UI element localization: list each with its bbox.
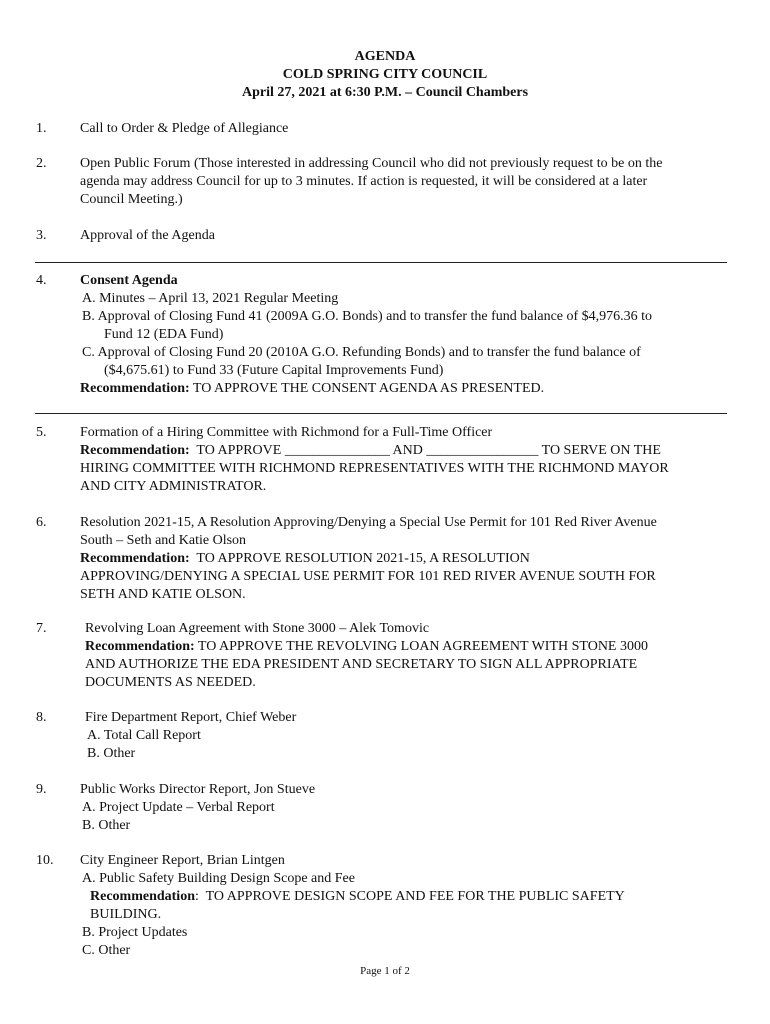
recommendation	[85, 638, 733, 656]
item-title: City Engineer Report, Brian Lintgen	[80, 853, 285, 868]
recommendation-label: Recommendation	[90, 889, 195, 904]
item-title: Call to Order & Pledge of Allegiance	[80, 121, 289, 136]
item-number: 1.	[36, 121, 47, 136]
sub-item: A. Public Safety Building Design Scope and Fee	[82, 871, 355, 886]
section-divider	[35, 413, 727, 414]
recommendation-label: Recommendation:	[85, 639, 195, 654]
recommendation	[80, 888, 728, 906]
recommendation-text: TO APPROVE RESOLUTION 2021-15, A RESOLUTION	[189, 551, 530, 566]
section-divider	[35, 262, 727, 263]
item-number: 8.	[36, 710, 47, 725]
meeting-date-line: April 27, 2021 at 6:30 P.M. – Council Chambers	[241, 85, 529, 100]
item-text-line: Open Public Forum (Those interested in addressing Council who did not previously request to be on the	[80, 156, 663, 171]
item-number: 2.	[36, 156, 47, 171]
item-title: Consent Agenda	[80, 273, 178, 288]
item-number: 5.	[36, 425, 47, 440]
recommendation-text-line: DOCUMENTS AS NEEDED.	[85, 675, 256, 690]
sub-item-continuation: ($4,675.61) to Fund 33 (Future Capital Improvements Fund)	[104, 363, 444, 378]
recommendation-text-line: APPROVING/DENYING A SPECIAL USE PERMIT FOR 101 RED RIVER AVENUE SOUTH FOR	[80, 569, 656, 584]
sub-item: B. Project Updates	[82, 925, 188, 940]
item-title: Formation of a Hiring Committee with Richmond for a Full-Time Officer	[80, 425, 493, 440]
page-number: Page 1 of 2	[360, 965, 410, 977]
sub-item: B. Other	[82, 818, 131, 833]
sub-item: B. Other	[87, 746, 136, 761]
recommendation-label: Recommendation:	[80, 381, 190, 396]
recommendation-label: Recommendation:	[80, 443, 190, 458]
sub-item: C. Approval of Closing Fund 20 (2010A G.O. Refunding Bonds) and to transfer the fund balance of	[82, 345, 641, 360]
agenda-heading: AGENDA	[354, 49, 416, 64]
recommendation-text: : TO APPROVE DESIGN SCOPE AND FEE FOR THE PUBLIC SAFETY	[195, 889, 625, 904]
item-text-line: agenda may address Council for up to 3 minutes. If action is requested, it will be considered at a later	[80, 174, 648, 189]
item-text-line: South – Seth and Katie Olson	[80, 533, 247, 548]
sub-item: A. Minutes – April 13, 2021 Regular Meeting	[82, 291, 339, 306]
recommendation-text-line: AND AUTHORIZE THE EDA PRESIDENT AND SECRETARY TO SIGN ALL APPROPRIATE	[85, 657, 638, 672]
sub-item: C. Other	[82, 943, 131, 958]
item-number: 4.	[36, 273, 47, 288]
council-name: COLD SPRING CITY COUNCIL	[282, 67, 488, 82]
sub-item: A. Project Update – Verbal Report	[82, 800, 275, 815]
item-text-line: Council Meeting.)	[80, 192, 183, 207]
item-number: 6.	[36, 515, 47, 530]
recommendation	[80, 442, 728, 460]
sub-item-continuation: Fund 12 (EDA Fund)	[104, 327, 224, 342]
item-number: 9.	[36, 782, 47, 797]
recommendation-text-line: BUILDING.	[90, 907, 162, 922]
recommendation-text-line: HIRING COMMITTEE WITH RICHMOND REPRESENTATIVES WITH THE RICHMOND MAYOR	[80, 461, 669, 476]
item-title: Approval of the Agenda	[80, 228, 215, 243]
item-title: Public Works Director Report, Jon Stueve	[80, 782, 316, 797]
recommendation-text-line: SETH AND KATIE OLSON.	[80, 587, 246, 602]
recommendation	[80, 550, 728, 568]
recommendation-text: TO APPROVE THE REVOLVING LOAN AGREEMENT WITH STONE 3000	[194, 639, 648, 654]
recommendation-text: TO APPROVE THE CONSENT AGENDA AS PRESENTED.	[189, 381, 545, 396]
recommendation	[80, 380, 728, 398]
recommendation-text-line: AND CITY ADMINISTRATOR.	[80, 479, 267, 494]
recommendation-text: TO APPROVE _______________ AND ________________ TO SERVE ON THE	[189, 443, 661, 458]
item-number: 10.	[36, 853, 54, 868]
sub-item: A. Total Call Report	[87, 728, 201, 743]
sub-item: B. Approval of Closing Fund 41 (2009A G.O. Bonds) and to transfer the fund balance of $4,976.36 to	[82, 309, 653, 324]
item-text-line: Resolution 2021-15, A Resolution Approving/Denying a Special Use Permit for 101 Red River Avenue	[80, 515, 657, 530]
recommendation-label: Recommendation:	[80, 551, 190, 566]
item-number: 7.	[36, 621, 47, 636]
item-title: Revolving Loan Agreement with Stone 3000 – Alek Tomovic	[85, 621, 430, 636]
item-number: 3.	[36, 228, 47, 243]
item-title: Fire Department Report, Chief Weber	[85, 710, 297, 725]
